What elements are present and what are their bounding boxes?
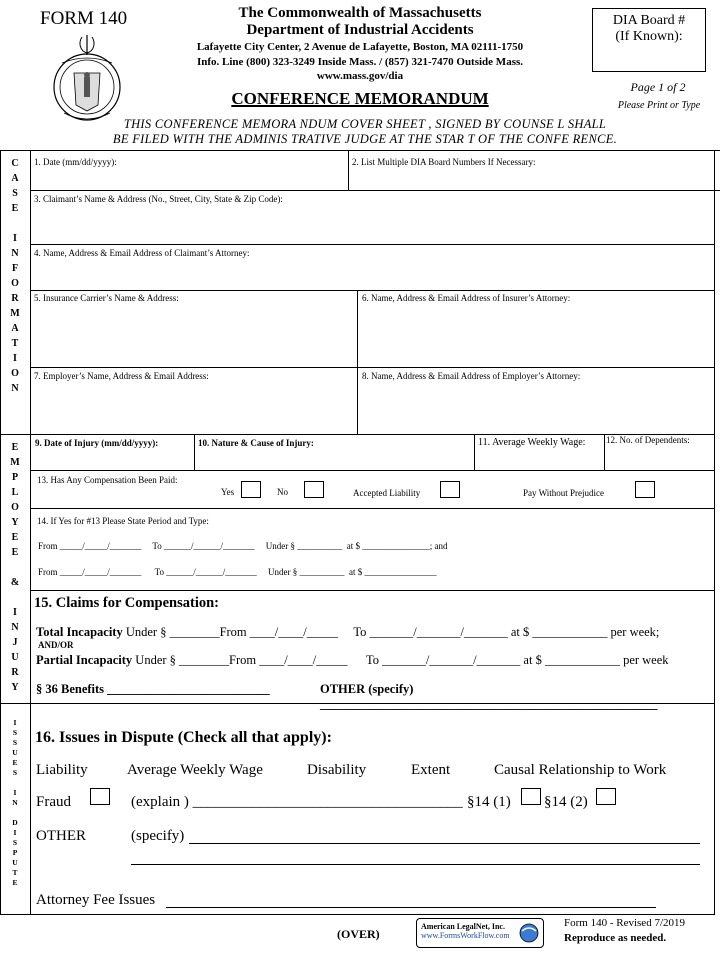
field-nature-of-injury[interactable]: 10. Nature & Cause of Injury: (198, 438, 314, 448)
issue-causal-relationship[interactable]: Causal Relationship to Work (494, 762, 667, 778)
rule (30, 508, 714, 509)
side-label-case-information (0, 156, 30, 396)
form-title: CONFERENCE MEMORANDUM (231, 89, 489, 108)
other-specify-line-2[interactable] (131, 864, 700, 865)
vendor-name: American LegalNet, Inc. (421, 922, 505, 931)
rule (0, 150, 720, 151)
field-claimant-attorney[interactable]: 4. Name, Address & Email Address of Claimant’s Attorney: (34, 248, 250, 258)
total-incapacity-row[interactable]: Total Incapacity Under § ________From ____/____/_____ To _______/_______/_______ at $ ____________ per week; (36, 625, 660, 639)
side-letter (0, 216, 30, 231)
field-employer[interactable]: 7. Employer’s Name, Address & Email Address: (34, 371, 209, 381)
side-letter: E (12, 758, 18, 767)
side-letter: F (11, 263, 19, 274)
page-indicator: Page 1 of 2 (630, 80, 686, 94)
fraud-explain-field[interactable]: (explain ) ____________________________________ (131, 794, 463, 810)
side-letter: N (11, 383, 19, 394)
notice-line-1: THIS CONFERENCE MEMORA NDUM COVER SHEET , SIGNED BY COUNSE L SHALL (123, 117, 607, 131)
rule (0, 914, 715, 915)
side-letter: E (11, 442, 19, 453)
field-period-type: 14. If Yes for #13 Please State Period and Type: (37, 516, 209, 526)
rule (357, 290, 358, 434)
side-letter: S (12, 188, 18, 199)
org-line-2: Department of Industrial Accidents (246, 22, 474, 38)
field-average-weekly-wage[interactable]: 11. Average Weekly Wage: (478, 437, 586, 448)
other-specify-line[interactable] (189, 843, 700, 844)
side-letter: O (11, 368, 19, 379)
rule (0, 150, 1, 915)
side-letter: I (13, 788, 17, 797)
accepted-liability-label: Accepted Liability (353, 488, 421, 498)
side-letter: J (12, 637, 18, 648)
side-letter: C (11, 158, 19, 169)
side-letter: T (11, 338, 19, 349)
side-letter: E (12, 878, 18, 887)
rule (30, 290, 714, 291)
field-insurer-attorney[interactable]: 6. Name, Address & Email Address of Insurer’s Attorney: (362, 293, 571, 303)
rule (30, 150, 31, 915)
field-compensation-paid: 13. Has Any Compensation Been Paid: (37, 475, 178, 485)
side-letter: L (11, 487, 19, 498)
rule (30, 470, 714, 471)
s14-1-checkbox[interactable] (521, 788, 541, 805)
rule (30, 244, 714, 245)
rule (714, 150, 715, 915)
board-label-1: DIA Board # (612, 13, 686, 28)
side-letter: I (13, 718, 17, 727)
side-letter: Y (11, 682, 19, 693)
side-letter: U (11, 652, 19, 663)
fraud-checkbox[interactable] (90, 788, 110, 805)
side-letter: M (10, 308, 20, 319)
other-specify-label: (specify) (131, 828, 185, 844)
side-letter: I (13, 353, 17, 364)
side-letter: U (12, 858, 18, 867)
yes-checkbox[interactable] (241, 481, 261, 498)
rule (30, 367, 714, 368)
org-phone: Info. Line (800) 323-3249 Inside Mass. / (857) 321-7470 Outside Mass. (196, 56, 524, 68)
side-letter: Y (11, 517, 19, 528)
attorney-fee-label: Attorney Fee Issues (36, 892, 156, 908)
side-letter (0, 590, 30, 605)
side-letter: S (12, 838, 18, 847)
section-36-benefits[interactable]: § 36 Benefits __________________________ (36, 682, 270, 696)
s14-2-label: §14 (2) (544, 794, 588, 810)
side-letter: E (11, 203, 19, 214)
board-label-2: (If Known): (615, 29, 683, 44)
yes-label: Yes (221, 487, 235, 497)
field-date-of-injury[interactable]: 9. Date of Injury (mm/dd/yyyy): (35, 438, 159, 448)
org-address: Lafayette City Center, 2 Avenue de Lafayette, Boston, MA 02111-1750 (196, 41, 524, 53)
side-letter: I (13, 828, 17, 837)
side-label-employee-injury (0, 440, 30, 695)
notice-line-2: BE FILED WITH THE ADMINIS TRATIVE JUDGE AT THE STAR T OF THE CONFE RENCE. (112, 132, 618, 146)
rule (30, 190, 720, 191)
pay-without-prejudice-checkbox[interactable] (635, 481, 655, 498)
side-letter: N (11, 248, 19, 259)
no-label: No (277, 487, 288, 497)
side-letter: N (12, 798, 18, 807)
dia-board-number-box[interactable] (592, 8, 706, 72)
rule (604, 434, 605, 470)
side-letter (0, 808, 30, 818)
rule (474, 434, 475, 470)
side-label-issues-in-dispute (0, 718, 30, 888)
side-letter: I (13, 233, 17, 244)
fraud-label: Fraud (36, 794, 71, 810)
side-letter: P (11, 472, 19, 483)
side-letter (0, 560, 30, 575)
side-letter: D (12, 818, 18, 827)
side-letter: S (12, 728, 18, 737)
side-letter: & (10, 577, 20, 588)
side-letter: S (12, 738, 18, 747)
accepted-liability-checkbox[interactable] (440, 481, 460, 498)
side-letter: A (11, 173, 19, 184)
org-website: www.mass.gov/dia (316, 70, 404, 82)
side-letter: R (11, 293, 19, 304)
issue-average-weekly-wage[interactable]: Average Weekly Wage (127, 762, 263, 778)
s14-1-label: §14 (1) (467, 794, 511, 810)
side-letter: E (11, 547, 19, 558)
side-letter: A (11, 323, 19, 334)
rule (194, 434, 195, 470)
partial-incapacity-row[interactable]: Partial Incapacity Under § ________From ____/____/_____ To _______/_______/_______ at $ ____________ per week (36, 653, 669, 667)
side-letter: O (11, 278, 19, 289)
side-letter: T (12, 868, 18, 877)
other-specify-claims[interactable]: OTHER (specify) ______________________________________________________ (320, 682, 658, 711)
print-note: Please Print or Type (617, 100, 701, 111)
pay-without-prejudice-label: Pay Without Prejudice (523, 488, 604, 498)
rule (30, 590, 714, 591)
issue-disability[interactable]: Disability (307, 762, 367, 778)
other-issue-label: OTHER (36, 828, 86, 844)
period-row-1[interactable]: From _____/_____/_______ To ______/______/_______ Under § __________ at $ _______________; and (38, 541, 448, 551)
claims-heading: 15. Claims for Compensation: (34, 595, 220, 611)
side-letter: N (11, 622, 19, 633)
field-board-numbers[interactable]: 2. List Multiple DIA Board Numbers If Necessary: (352, 157, 536, 167)
side-letter: R (11, 667, 19, 678)
side-letter: O (11, 502, 19, 513)
over-label: (OVER) (337, 927, 380, 941)
vendor-globe-icon (519, 923, 539, 943)
side-letter: I (13, 607, 17, 618)
period-row-2[interactable]: From _____/_____/_______ To ______/______/_______ Under § __________ at $ ________________ (38, 567, 437, 577)
vendor-logo (416, 918, 544, 948)
revised-date: Form 140 - Revised 7/2019 (564, 917, 685, 929)
vendor-url: www.FormsWorkFlow.com (421, 931, 510, 940)
rule (348, 150, 349, 190)
massachusetts-seal-icon (52, 33, 122, 123)
issue-liability[interactable]: Liability (36, 762, 88, 778)
org-line-1: The Commonwealth of Massachusetts (238, 5, 482, 21)
field-claimant[interactable]: 3. Claimant’s Name & Address (No., Street, City, State & Zip Code): (34, 194, 283, 204)
side-letter: U (12, 748, 18, 757)
field-employer-attorney[interactable]: 8. Name, Address & Email Address of Employer’s Attorney: (362, 371, 581, 381)
s14-2-checkbox[interactable] (596, 788, 616, 805)
side-letter: M (10, 457, 20, 468)
no-checkbox[interactable] (304, 481, 324, 498)
issue-extent[interactable]: Extent (411, 762, 451, 778)
field-insurance-carrier[interactable]: 5. Insurance Carrier’s Name & Address: (34, 293, 179, 303)
field-date[interactable]: 1. Date (mm/dd/yyyy): (34, 157, 117, 167)
reproduce-note: Reproduce as needed. (564, 932, 667, 944)
andor-label: AND/OR (38, 640, 74, 650)
form-number: FORM 140 (40, 8, 128, 29)
issues-heading: 16. Issues in Dispute (Check all that apply): (35, 729, 332, 746)
attorney-fee-line[interactable] (166, 907, 656, 908)
side-letter: P (12, 848, 18, 857)
side-letter: S (12, 768, 18, 777)
field-dependents[interactable]: 12. No. of Dependents: (606, 435, 690, 445)
side-letter (0, 778, 30, 788)
side-letter: E (11, 532, 19, 543)
